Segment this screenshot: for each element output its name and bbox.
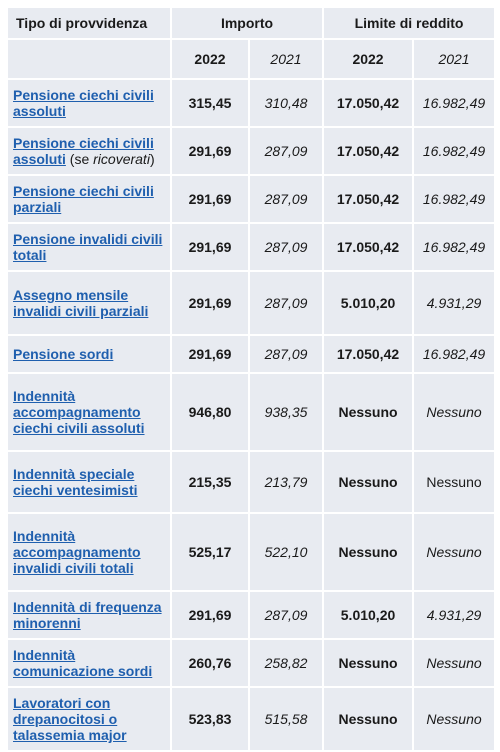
table-row bbox=[7, 513, 495, 591]
amount-year-2021: 2021 bbox=[249, 39, 323, 79]
table-row bbox=[7, 451, 495, 513]
amount-2022-cell: 946,80 bbox=[171, 373, 249, 451]
amount-2021-cell: 515,58 bbox=[249, 687, 323, 751]
benefit-link[interactable]: Indennità comunicazione sordi bbox=[13, 647, 153, 679]
table-row bbox=[7, 639, 495, 687]
limit-year-2021: 2021 bbox=[413, 39, 495, 79]
table-row bbox=[7, 687, 495, 751]
benefit-link[interactable]: Pensione ciechi civili assoluti bbox=[13, 135, 154, 167]
limit-2021-cell: Nessuno bbox=[413, 639, 495, 687]
amount-2021-cell: 287,09 bbox=[249, 223, 323, 271]
benefit-note-italic: ricoverati bbox=[93, 151, 150, 167]
amount-2022-cell: 525,17 bbox=[171, 513, 249, 591]
amount-2021-cell: 213,79 bbox=[249, 451, 323, 513]
amount-2022-cell: 291,69 bbox=[171, 335, 249, 373]
table-row bbox=[7, 335, 495, 373]
table-row bbox=[7, 223, 495, 271]
amount-2022-cell: 291,69 bbox=[171, 591, 249, 639]
benefit-name-cell bbox=[7, 271, 171, 335]
amount-2022-cell: 291,69 bbox=[171, 223, 249, 271]
benefit-name-cell bbox=[7, 513, 171, 591]
benefit-link[interactable]: Pensione invalidi civili totali bbox=[13, 231, 163, 263]
limit-2021-cell: 16.982,49 bbox=[413, 175, 495, 223]
limit-2021-cell: 16.982,49 bbox=[413, 223, 495, 271]
limit-2022-cell: 17.050,42 bbox=[323, 223, 413, 271]
benefit-link[interactable]: Indennità accompagnamento ciechi civili assoluti bbox=[13, 388, 145, 436]
amount-2022-cell: 291,69 bbox=[171, 271, 249, 335]
limit-year-2022: 2022 bbox=[323, 39, 413, 79]
amount-2021-cell: 287,09 bbox=[249, 175, 323, 223]
benefit-link[interactable]: Indennità speciale ciechi ventesimisti bbox=[13, 466, 138, 498]
header-row bbox=[7, 7, 495, 39]
benefit-name-cell bbox=[7, 451, 171, 513]
limit-2022-cell: Nessuno bbox=[323, 687, 413, 751]
amount-year-2022: 2022 bbox=[171, 39, 249, 79]
limit-2022-cell: Nessuno bbox=[323, 451, 413, 513]
limit-2022-cell: 5.010,20 bbox=[323, 271, 413, 335]
limit-2022-cell: 5.010,20 bbox=[323, 591, 413, 639]
benefit-note-suffix: ) bbox=[149, 151, 155, 167]
limit-2022-cell: 17.050,42 bbox=[323, 79, 413, 127]
benefits-table-container bbox=[6, 6, 494, 752]
amount-2022-cell: 291,69 bbox=[171, 127, 249, 175]
limit-2022-cell: 17.050,42 bbox=[323, 175, 413, 223]
benefit-name-cell bbox=[7, 127, 171, 175]
benefit-name-cell bbox=[7, 639, 171, 687]
amount-2022-cell: 291,69 bbox=[171, 175, 249, 223]
benefit-name-cell bbox=[7, 223, 171, 271]
limit-2022-cell: 17.050,42 bbox=[323, 127, 413, 175]
benefit-link[interactable]: Pensione sordi bbox=[13, 346, 114, 362]
limit-2021-cell: 16.982,49 bbox=[413, 79, 495, 127]
amount-2021-cell: 258,82 bbox=[249, 639, 323, 687]
benefit-link[interactable]: Pensione ciechi civili assoluti bbox=[13, 87, 154, 119]
table-body bbox=[7, 79, 495, 751]
table-row bbox=[7, 79, 495, 127]
amount-2022-cell: 260,76 bbox=[171, 639, 249, 687]
header-amount: Importo bbox=[171, 7, 323, 39]
header-type: Tipo di provvidenza bbox=[7, 7, 171, 39]
table-row bbox=[7, 373, 495, 451]
limit-2021-cell: 4.931,29 bbox=[413, 271, 495, 335]
limit-2022-cell: Nessuno bbox=[323, 373, 413, 451]
benefit-name-cell bbox=[7, 373, 171, 451]
limit-2021-cell: 4.931,29 bbox=[413, 591, 495, 639]
amount-2022-cell: 215,35 bbox=[171, 451, 249, 513]
amount-2021-cell: 287,09 bbox=[249, 591, 323, 639]
limit-2021-cell: 16.982,49 bbox=[413, 127, 495, 175]
amount-2021-cell: 310,48 bbox=[249, 79, 323, 127]
benefit-link[interactable]: Lavoratori con drepanocitosi o talassemia major bbox=[13, 695, 127, 743]
benefit-name-cell bbox=[7, 175, 171, 223]
header-income-limit: Limite di reddito bbox=[323, 7, 495, 39]
amount-2021-cell: 938,35 bbox=[249, 373, 323, 451]
benefit-note-prefix: (se bbox=[65, 151, 94, 167]
limit-2021-cell: Nessuno bbox=[413, 373, 495, 451]
table-row bbox=[7, 591, 495, 639]
limit-2021-cell: Nessuno bbox=[413, 451, 495, 513]
benefit-name-cell bbox=[7, 79, 171, 127]
limit-2021-cell: 16.982,49 bbox=[413, 335, 495, 373]
limit-2022-cell: Nessuno bbox=[323, 639, 413, 687]
benefit-link[interactable]: Assegno mensile invalidi civili parziali bbox=[13, 287, 149, 319]
amount-2021-cell: 287,09 bbox=[249, 335, 323, 373]
benefit-link[interactable]: Pensione ciechi civili parziali bbox=[13, 183, 154, 215]
benefits-table bbox=[6, 6, 496, 752]
table-row bbox=[7, 271, 495, 335]
limit-2021-cell: Nessuno bbox=[413, 513, 495, 591]
table-row bbox=[7, 175, 495, 223]
benefit-link[interactable]: Indennità accompagnamento invalidi civili totali bbox=[13, 528, 141, 576]
benefit-note bbox=[66, 151, 155, 167]
benefit-link[interactable]: Indennità di frequenza minorenni bbox=[13, 599, 162, 631]
table-row bbox=[7, 127, 495, 175]
limit-2021-cell: Nessuno bbox=[413, 687, 495, 751]
year-row-blank bbox=[7, 39, 171, 79]
limit-2022-cell: 17.050,42 bbox=[323, 335, 413, 373]
benefit-name-cell bbox=[7, 335, 171, 373]
benefit-name-cell bbox=[7, 591, 171, 639]
limit-2022-cell: Nessuno bbox=[323, 513, 413, 591]
amount-2022-cell: 315,45 bbox=[171, 79, 249, 127]
benefit-name-cell bbox=[7, 687, 171, 751]
amount-2021-cell: 522,10 bbox=[249, 513, 323, 591]
amount-2021-cell: 287,09 bbox=[249, 271, 323, 335]
amount-2021-cell: 287,09 bbox=[249, 127, 323, 175]
amount-2022-cell: 523,83 bbox=[171, 687, 249, 751]
year-row bbox=[7, 39, 495, 79]
